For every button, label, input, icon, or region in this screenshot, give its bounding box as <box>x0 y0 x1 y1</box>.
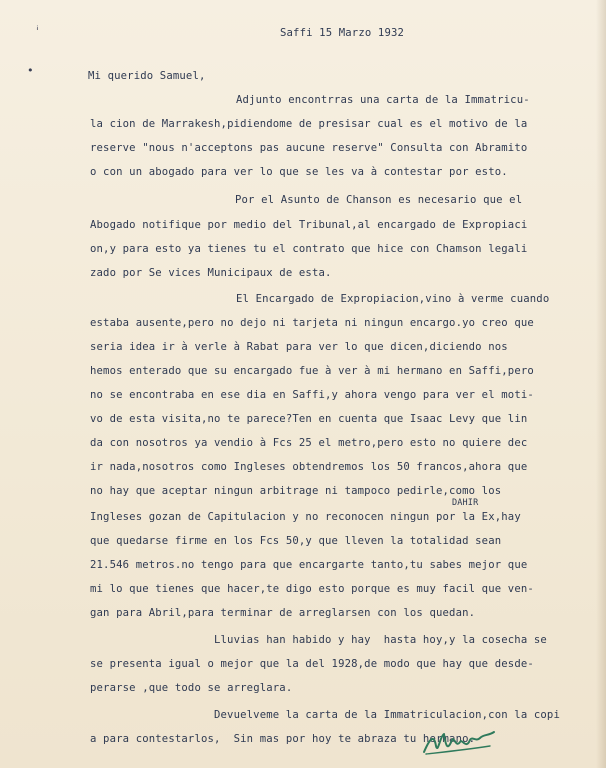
body-line: ir nada,nosotros como Ingleses obtendremos los 50 francos,ahora que <box>90 461 528 473</box>
body-line: gan para Abril,para terminar de arreglarsen con los quedan. <box>90 607 476 619</box>
paper-edge-shadow <box>596 0 606 768</box>
body-line: mi lo que tienes que hacer,te digo esto porque es muy facil que ven- <box>90 583 534 595</box>
body-line: 21.546 metros.no tengo para que encargarte tanto,tu sabes mejor que <box>90 559 528 571</box>
body-line: Adjunto encontrras una carta de la Immatricu- <box>236 94 530 106</box>
body-line: El Encargado de Expropiacion,vino à verme cuando <box>236 293 550 305</box>
body-line: no hay que aceptar ningun arbitrage ni tampoco pedirle,como los <box>90 485 502 497</box>
letter-salutation: Mi querido Samuel, <box>88 70 206 82</box>
body-line: seria idea ir à verle à Rabat para ver lo que dicen,diciendo nos <box>90 341 508 353</box>
ink-mark-margin: • <box>27 64 34 77</box>
body-line: o con un abogado para ver lo que se les va à contestar por esto. <box>90 166 508 178</box>
body-line: hemos enterado que su encargado fue à ver à mi hermano en Saffi,pero <box>90 365 534 377</box>
body-line: que quedarse firme en los Fcs 50,y que lleven la totalidad sean <box>90 535 502 547</box>
body-line: da con nosotros ya vendio à Fcs 25 el metro,pero esto no quiere dec <box>90 437 528 449</box>
handwritten-signature <box>420 728 500 758</box>
body-line: vo de esta visita,no te parece?Ten en cuenta que Isaac Levy que lin <box>90 413 528 425</box>
interlinear-note: DAHIR <box>452 498 479 508</box>
ink-mark-top: ꜟ <box>34 20 41 33</box>
body-line: zado por Se vices Municipaux de esta. <box>90 267 332 279</box>
body-line: Lluvias han habido y hay hasta hoy,y la cosecha se <box>214 634 547 646</box>
body-line: Devuelveme la carta de la Immatriculacion,con la copi <box>214 709 560 721</box>
letter-date: Saffi 15 Marzo 1932 <box>280 27 405 39</box>
body-line: Ingleses gozan de Capitulacion y no reconocen ningun por la Ex,hay <box>90 511 521 523</box>
body-line: a para contestarlos, Sin mas por hoy te abraza tu hermano. <box>90 733 476 745</box>
body-line: no se encontraba en ese dia en Saffi,y ahora vengo para ver el moti- <box>90 389 534 401</box>
body-line: perarse ,que todo se arreglara. <box>90 682 293 694</box>
body-line: estaba ausente,pero no dejo ni tarjeta ni ningun encargo.yo creo que <box>90 317 534 329</box>
body-line: reserve "nous n'acceptons pas aucune reserve" Consulta con Abramito <box>90 142 528 154</box>
body-line: Abogado notifique por medio del Tribunal,al encargado de Expropiaci <box>90 219 528 231</box>
body-line: la cion de Marrakesh,pidiendome de presisar cual es el motivo de la <box>90 118 528 130</box>
body-line: on,y para esto ya tienes tu el contrato que hice con Chamson legali <box>90 243 528 255</box>
body-line: Por el Asunto de Chanson es necesario que el <box>235 194 523 206</box>
body-line: se presenta igual o mejor que la del 1928,de modo que hay que desde- <box>90 658 534 670</box>
